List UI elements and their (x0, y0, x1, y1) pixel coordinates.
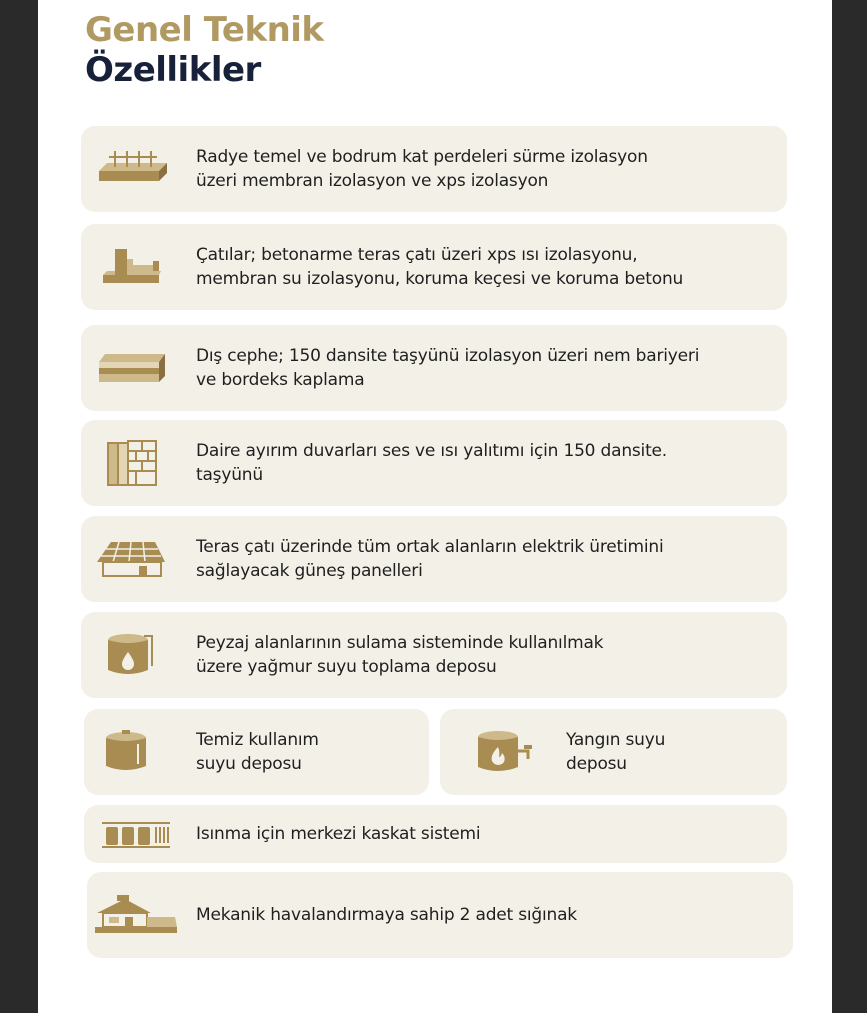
fire-water-tank-icon (476, 729, 534, 775)
feature-card-roof (81, 224, 787, 310)
feature-text: Çatılar; betonarme teras çatı üzeri xps ısı izolasyonu, membran su izolasyonu, koruma keçesi ve koruma betonu (196, 245, 684, 289)
feature-card-solar (81, 516, 787, 602)
title-line-2: Özellikler (85, 50, 261, 90)
feature-text: Yangın suyu deposu (566, 730, 666, 774)
feature-text: Dış cephe; 150 dansite taşyünü izolasyon üzeri nem bariyeri ve bordeks kaplama (196, 346, 700, 390)
insulated-wall-icon (106, 439, 158, 487)
feature-text: Mekanik havalandırmaya sahip 2 adet sığınak (196, 905, 577, 925)
feature-text: Peyzaj alanlarının sulama sisteminde kullanılmak üzere yağmur suyu toplama deposu (196, 633, 604, 677)
feature-card-shelter (87, 872, 793, 958)
feature-card-facade (81, 325, 787, 411)
facade-layers-icon (97, 350, 167, 386)
roof-terrace-icon (101, 245, 163, 289)
feature-card-fire-water (440, 709, 787, 795)
feature-text: Radye temel ve bodrum kat perdeleri sürme izolasyon üzeri membran izolasyon ve xps izolasyon (196, 147, 648, 191)
rainwater-tank-icon (106, 632, 154, 678)
shelter-house-icon (95, 895, 177, 935)
feature-text: Isınma için merkezi kaskat sistemi (196, 824, 481, 844)
feature-card-wall (81, 420, 787, 506)
feature-card-foundation (81, 126, 787, 212)
feature-card-heating (84, 805, 787, 863)
foundation-icon (97, 149, 169, 189)
spec-page (38, 0, 832, 1013)
feature-text: Teras çatı üzerinde tüm ortak alanların elektrik üretimini sağlayacak güneş panelleri (196, 537, 664, 581)
clean-water-tank-icon (104, 730, 150, 774)
feature-text: Temiz kullanım suyu deposu (196, 730, 319, 774)
cascade-boiler-icon (100, 815, 172, 853)
feature-text: Daire ayırım duvarları ses ve ısı yalıtımı için 150 dansite. taşyünü (196, 441, 667, 485)
solar-panel-house-icon (95, 540, 167, 578)
feature-card-rainwater (81, 612, 787, 698)
feature-card-clean-water (84, 709, 429, 795)
title-line-1: Genel Teknik (85, 10, 324, 50)
page-title (85, 10, 324, 90)
